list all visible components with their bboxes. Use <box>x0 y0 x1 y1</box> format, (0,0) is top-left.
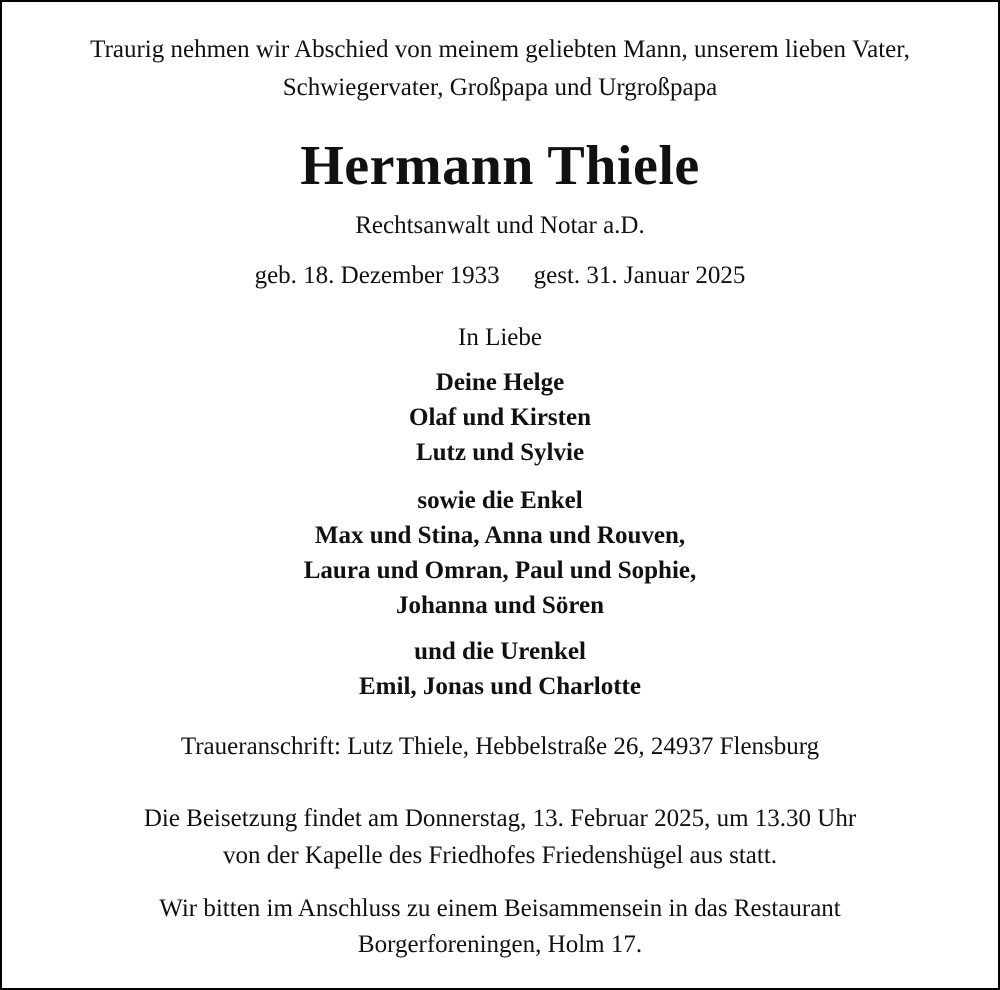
life-dates <box>2 262 998 290</box>
intro-line-1: Traurig nehmen wir Abschied von meinem geliebten Mann, unserem lieben Vater, <box>90 36 910 63</box>
intro-line-2: Schwiegervater, Großpapa und Urgroßpapa <box>282 74 718 101</box>
funeral-line-1: Die Beisetzung findet am Donnerstag, 13. Februar 2025, um 13.30 Uhr <box>143 805 857 832</box>
funeral-line-2: von der Kapelle des Friedhofes Friedenshügel aus statt. <box>222 842 778 869</box>
mourners-intro: In Liebe <box>458 324 542 351</box>
great-grandchildren-heading: und die Urenkel <box>414 638 586 665</box>
deceased-title: Rechtsanwalt und Notar a.D. <box>355 212 645 239</box>
death-date: gest. 31. Januar 2025 <box>533 262 746 289</box>
grandchildren-line: Laura und Omran, Paul und Sophie, <box>303 557 697 584</box>
reception-line-2: Borgerforeningen, Holm 17. <box>357 931 643 958</box>
birth-date: geb. 18. Dezember 1933 <box>254 262 500 289</box>
deceased-name: Hermann Thiele <box>300 135 700 197</box>
family-member: Olaf und Kirsten <box>409 404 591 431</box>
grandchildren-heading: sowie die Enkel <box>417 487 583 514</box>
family-member: Deine Helge <box>435 369 565 396</box>
grandchildren-line: Johanna und Sören <box>396 592 604 619</box>
reception-line-1: Wir bitten im Anschluss zu einem Beisammensein in das Restaurant <box>159 895 841 922</box>
mourning-address: Traueranschrift: Lutz Thiele, Hebbelstraße 26, 24937 Flensburg <box>180 733 820 760</box>
family-member: Lutz und Sylvie <box>415 439 585 466</box>
great-grandchildren-line: Emil, Jonas und Charlotte <box>359 673 641 700</box>
grandchildren-line: Max und Stina, Anna und Rouven, <box>314 522 686 549</box>
